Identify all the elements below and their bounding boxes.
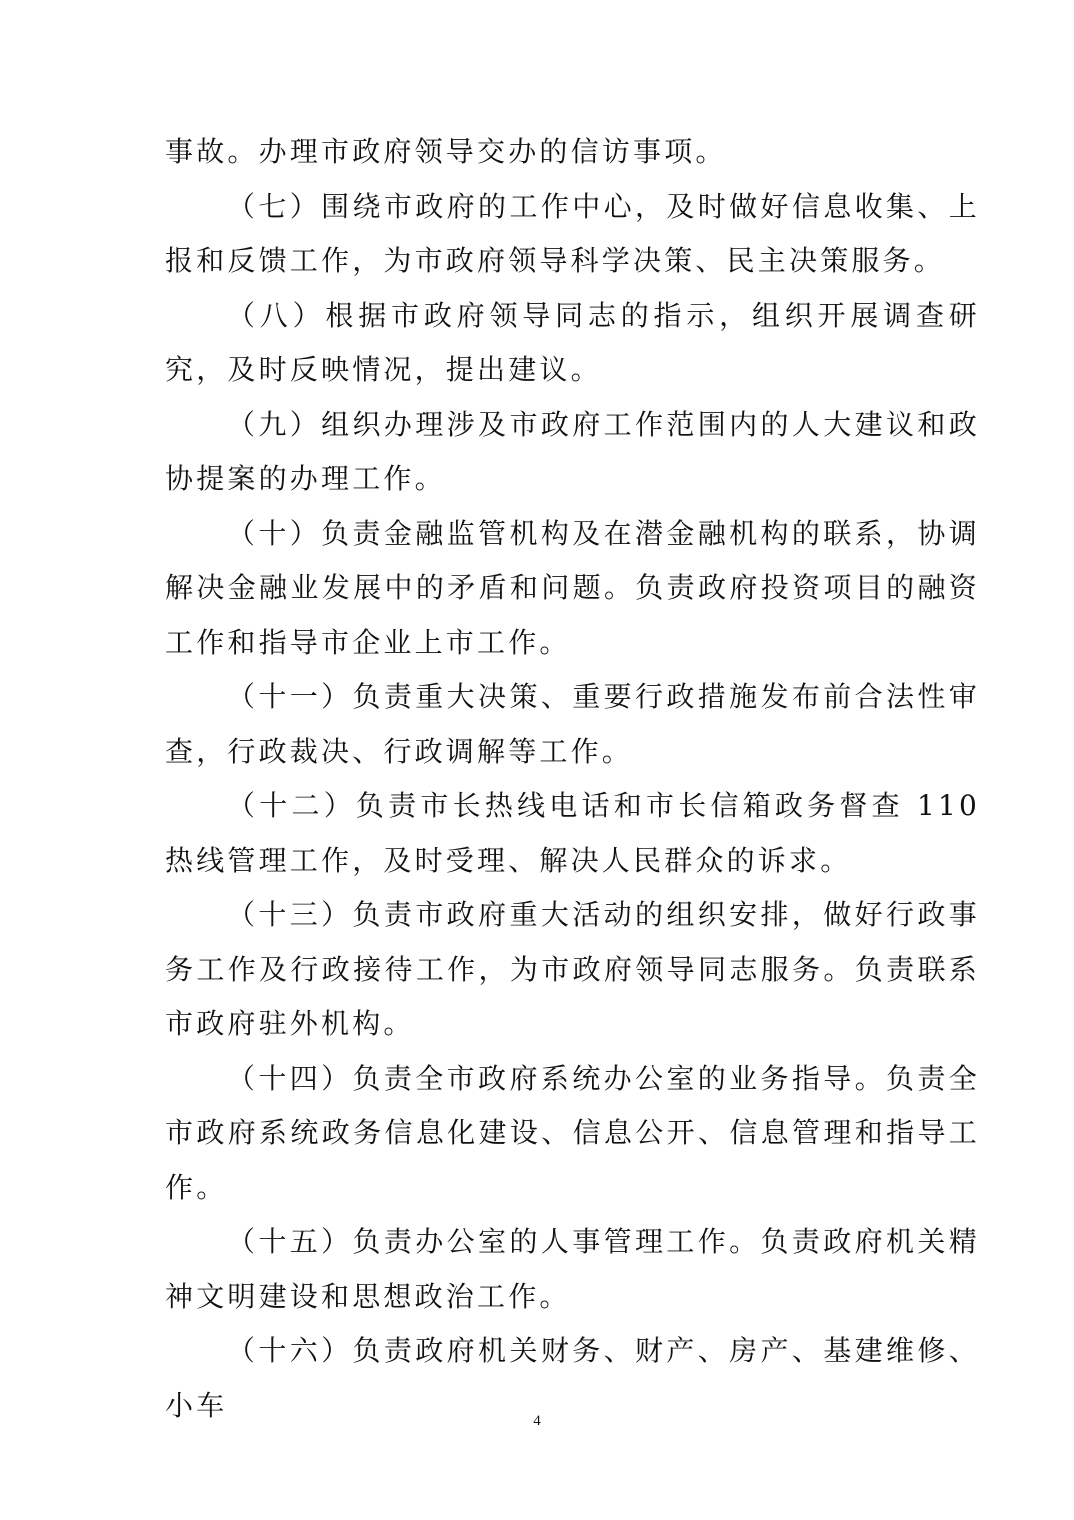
document-body (165, 125, 980, 1433)
page-number: 4 (533, 1413, 541, 1429)
paragraph-item-10: （十）负责金融监管机构及在潜金融机构的联系，协调解决金融业发展中的矛盾和问题。负责政府投资项目的融资工作和指导市企业上市工作。 (165, 516, 980, 659)
paragraph-item-9: （九）组织办理涉及市政府工作范围内的人大建议和政协提案的办理工作。 (165, 407, 980, 495)
paragraph-continuation: 事故。办理市政府领导交办的信访事项。 (165, 135, 727, 168)
paragraph-item-16: （十六）负责政府机关财务、财产、房产、基建维修、小车 (165, 1334, 980, 1422)
paragraph-item-15: （十五）负责办公室的人事管理工作。负责政府机关精神文明建设和思想政治工作。 (165, 1225, 980, 1313)
paragraph-item-12: （十二）负责市长热线电话和市长信箱政务督查 110 热线管理工作，及时受理、解决人民群众的诉求。 (165, 789, 980, 877)
paragraph-item-11: （十一）负责重大决策、重要行政措施发布前合法性审查，行政裁决、行政调解等工作。 (165, 680, 980, 768)
paragraph-item-8: （八）根据市政府领导同志的指示，组织开展调查研究，及时反映情况，提出建议。 (165, 298, 980, 386)
paragraph-item-13: （十三）负责市政府重大活动的组织安排，做好行政事务工作及行政接待工作，为市政府领导同志服务。负责联系市政府驻外机构。 (165, 898, 980, 1040)
paragraph-item-7: （七）围绕市政府的工作中心，及时做好信息收集、上报和反馈工作，为市政府领导科学决策、民主决策服务。 (165, 189, 980, 277)
paragraph-item-14: （十四）负责全市政府系统办公室的业务指导。负责全市政府系统政务信息化建设、信息公开、信息管理和指导工作。 (165, 1061, 980, 1204)
